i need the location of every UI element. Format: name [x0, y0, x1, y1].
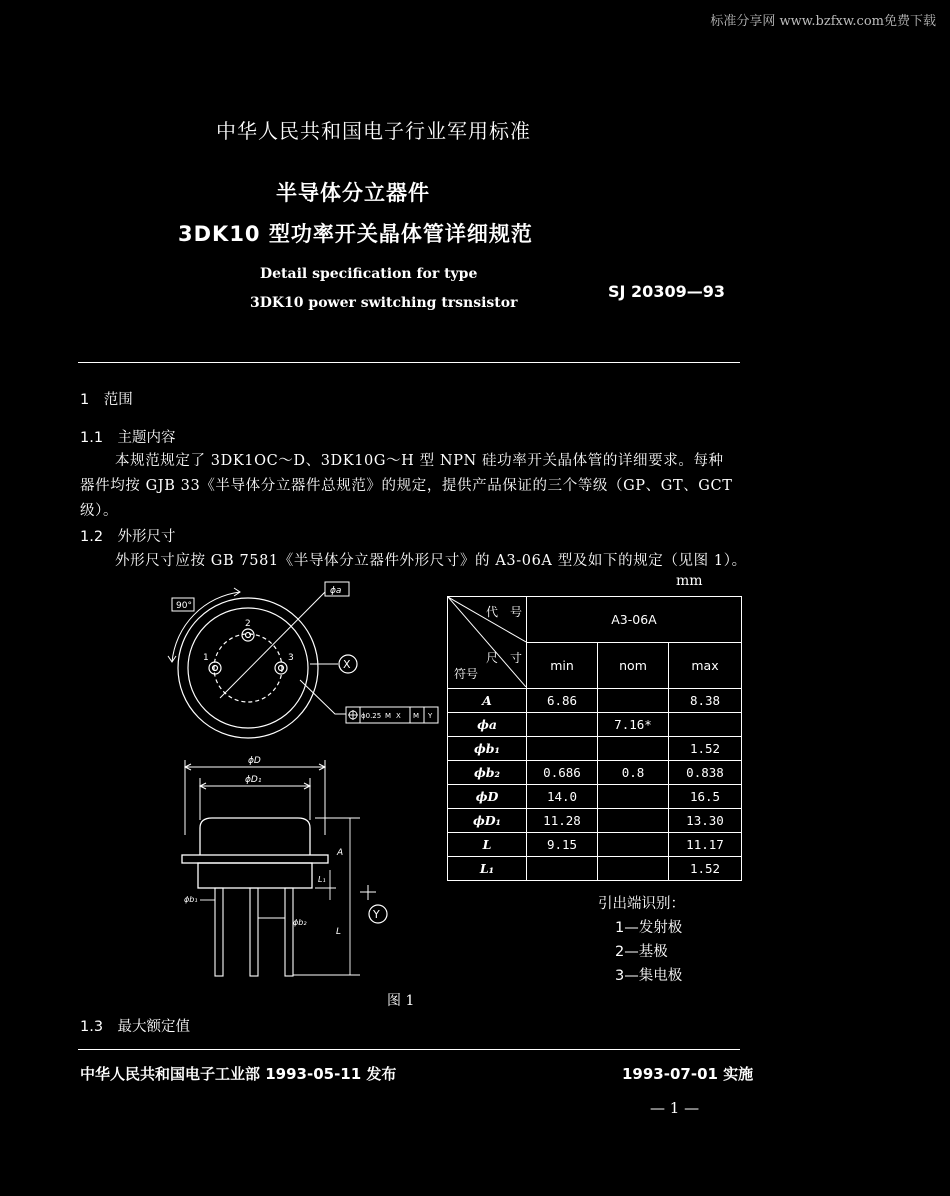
issue-date: 中华人民共和国电子工业部 1993-05-11 发布	[80, 1065, 397, 1083]
phi-a-label: ϕa	[330, 586, 342, 596]
cell-nom	[598, 737, 669, 761]
cell-max: 1.52	[669, 857, 742, 881]
angle-label: 90°	[176, 601, 192, 611]
pin-circle	[214, 634, 282, 702]
header-diagonal-cell	[448, 597, 527, 689]
tolerance-m2: M	[413, 712, 420, 720]
table-row	[448, 785, 742, 809]
header-code-label: 代 号	[485, 605, 522, 619]
section-1-1-heading: 1.1 主题内容	[80, 430, 176, 446]
cell-max: 8.38	[669, 689, 742, 713]
package-name-cell: A3-06A	[527, 597, 742, 643]
table-row	[448, 689, 742, 713]
lead-3	[285, 888, 293, 976]
row-symbol: ϕD	[448, 785, 527, 809]
section-1-heading: 1 范围	[80, 392, 133, 408]
col-header-min: min	[527, 643, 598, 689]
tolerance-m1: M	[385, 712, 392, 720]
a-label: A	[337, 848, 344, 858]
pin-legend-item: 2—基极	[615, 944, 668, 960]
standard-number: SJ 20309—93	[608, 282, 725, 301]
cell-max	[669, 713, 742, 737]
header-size-label: 尺 寸	[485, 651, 522, 665]
cell-nom: 0.8	[598, 761, 669, 785]
cell-nom	[598, 833, 669, 857]
d1-label: ϕD₁	[245, 775, 262, 785]
row-symbol: A	[448, 689, 527, 713]
cell-max: 13.30	[669, 809, 742, 833]
header-symbol-label: 符号	[454, 667, 479, 681]
cell-max: 11.17	[669, 833, 742, 857]
english-title-line-1: Detail specification for type	[260, 266, 478, 282]
pin-2-circle	[242, 629, 254, 641]
col-header-max: max	[669, 643, 742, 689]
cell-min: 11.28	[527, 809, 598, 833]
cell-min	[527, 737, 598, 761]
row-symbol: ϕa	[448, 713, 527, 737]
row-symbol: ϕb₁	[448, 737, 527, 761]
table-row	[448, 833, 742, 857]
table-row	[448, 713, 742, 737]
table-row	[448, 737, 742, 761]
cell-min	[527, 857, 598, 881]
section-1-1-text-line-2: 器件均按 GJB 33《半导体分立器件总规范》的规定，提供产品保证的三个等级（GP、GT、GCT	[80, 478, 733, 494]
cell-nom	[598, 689, 669, 713]
tolerance-x: X	[396, 712, 401, 720]
watermark: 标准分享网 www.bzfxw.com免费下载	[710, 14, 936, 29]
pin-1-label: 1	[203, 653, 209, 663]
section-1-1-text-line-3: 级）。	[80, 503, 119, 519]
figure-caption: 图 1	[387, 993, 415, 1009]
datum-x-label: X	[343, 658, 351, 671]
pin-legend-item: 3—集电极	[615, 968, 683, 984]
b1-label: ϕb₁	[184, 895, 198, 904]
cell-max: 0.838	[669, 761, 742, 785]
b2-label: ϕb₂	[293, 918, 307, 927]
tolerance-value: ϕ0.25	[361, 712, 382, 720]
l-label: L	[336, 927, 342, 937]
unit-label: mm	[676, 573, 703, 589]
header-rule	[78, 362, 740, 363]
flange	[182, 855, 328, 863]
tolerance-y: Y	[428, 712, 433, 720]
cell-min: 14.0	[527, 785, 598, 809]
row-symbol: L	[448, 833, 527, 857]
pin-legend-item: 1—发射极	[615, 920, 683, 936]
english-title-line-2: 3DK10 power switching trsnsistor	[250, 295, 518, 311]
table-row	[448, 857, 742, 881]
section-1-1-text-line-1: 本规范规定了 3DK1OC～D、3DK10G～H 型 NPN 硅功率开关晶体管的详细要求。每种	[115, 453, 724, 469]
title-line-2: 3DK10 型功率开关晶体管详细规范	[178, 222, 533, 246]
pin-1-circle	[209, 662, 221, 674]
row-symbol: ϕb₂	[448, 761, 527, 785]
section-1-2-heading: 1.2 外形尺寸	[80, 529, 176, 545]
row-symbol: L₁	[448, 857, 527, 881]
cell-nom	[598, 857, 669, 881]
datum-y-label: Y	[373, 908, 380, 921]
table-row	[448, 761, 742, 785]
can-body	[200, 818, 310, 855]
lead-2	[250, 888, 258, 976]
outline-drawing	[160, 580, 440, 990]
pin-2-label: 2	[245, 619, 251, 629]
col-header-nom: nom	[598, 643, 669, 689]
cell-min: 0.686	[527, 761, 598, 785]
base	[198, 863, 312, 888]
standard-org: 中华人民共和国电子行业军用标准	[216, 119, 531, 143]
cell-max: 1.52	[669, 737, 742, 761]
pin-legend-title: 引出端识别：	[598, 896, 685, 912]
cell-nom	[598, 785, 669, 809]
row-symbol: ϕD₁	[448, 809, 527, 833]
cell-min: 9.15	[527, 833, 598, 857]
cell-nom: 7.16*	[598, 713, 669, 737]
lead-1	[215, 888, 223, 976]
d-label: ϕD	[248, 756, 261, 766]
table-header-row	[448, 597, 742, 643]
cell-nom	[598, 809, 669, 833]
title-line-1: 半导体分立器件	[276, 181, 430, 205]
section-1-2-text: 外形尺寸应按 GB 7581《半导体分立器件外形尺寸》的 A3-06A 型及如下的规定（见图 1）。	[115, 553, 747, 569]
page-number: — 1 —	[650, 1099, 700, 1117]
cell-min	[527, 713, 598, 737]
footer-rule	[78, 1049, 740, 1050]
effective-date: 1993-07-01 实施	[622, 1065, 754, 1083]
l1-label: L₁	[318, 875, 326, 884]
cell-min: 6.86	[527, 689, 598, 713]
section-1-3-heading: 1.3 最大额定值	[80, 1019, 191, 1035]
cell-max: 16.5	[669, 785, 742, 809]
table-row	[448, 809, 742, 833]
dimension-table	[447, 596, 742, 881]
pin-3-circle	[275, 662, 287, 674]
pin-3-label: 3	[288, 653, 294, 663]
